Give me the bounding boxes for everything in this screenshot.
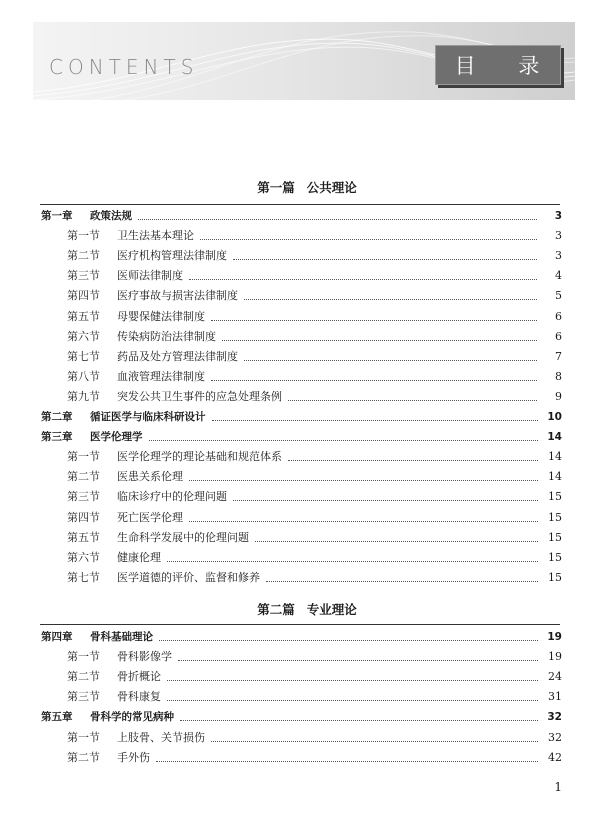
section-title: 医师法律制度 [117,267,187,285]
page-ref: 8 [538,368,562,386]
toc-section-entry[interactable] [0,729,614,747]
section-number: 第四节 [67,289,100,303]
page-ref: 3 [538,207,562,225]
section-number: 第五节 [67,530,100,544]
section-title: 血液管理法律制度 [117,368,209,386]
toc-section-entry[interactable] [0,549,614,567]
part-title: 专业理论 [306,602,357,617]
dot-leader [149,440,544,441]
section-number: 第六节 [67,329,100,343]
section-title: 生命科学发展中的伦理问题 [117,529,253,547]
dot-leader [200,239,551,240]
section-title: 母婴保健法律制度 [117,308,209,326]
section-number: 第六节 [67,550,100,564]
page-ref: 19 [538,628,562,646]
page-ref: 15 [538,549,562,567]
section-number: 第三节 [67,690,100,704]
chapter-title: 骨科基础理论 [90,628,157,646]
page-ref: 24 [538,668,562,686]
dot-leader [189,521,544,522]
page-ref: 6 [538,308,562,326]
section-number: 第九节 [67,389,100,403]
section-title: 骨科影像学 [117,648,176,666]
chapter-number: 第五章 [41,711,73,724]
section-title: 医疗机构管理法律制度 [117,247,231,265]
section-number: 第二节 [67,750,100,764]
section-title: 健康伦理 [117,549,165,567]
page-ref: 19 [538,648,562,666]
toc-section-entry[interactable] [0,227,614,245]
dot-leader [212,420,544,421]
section-title: 药品及处方管理法律制度 [117,348,242,366]
dot-leader [222,340,551,341]
dot-leader [159,640,544,641]
toc-section-entry[interactable] [0,648,614,666]
page-ref: 32 [538,729,562,747]
dot-leader [180,720,544,721]
dot-leader [167,561,544,562]
section-number: 第二节 [67,470,100,484]
page-ref: 14 [538,428,562,446]
chapter-number: 第四章 [41,631,73,643]
divider [40,204,560,205]
section-title: 医学道德的评价、监督和修养 [117,569,264,587]
page-ref: 10 [538,408,562,426]
page-ref: 15 [538,529,562,547]
section-title: 临床诊疗中的伦理问题 [117,488,231,506]
toc-section-entry[interactable] [0,569,614,587]
toc-chapter-entry[interactable] [0,708,614,726]
chapter-number: 第三章 [41,431,73,444]
toc-section-entry[interactable] [0,688,614,706]
toc-section-entry[interactable] [0,749,614,767]
dot-leader [138,219,551,220]
section-title: 医患关系伦理 [117,468,187,486]
page-ref: 15 [538,488,562,506]
dot-leader [288,460,544,461]
toc-section-entry[interactable] [0,348,614,366]
section-title: 死亡医学伦理 [117,509,187,527]
dot-leader [167,680,544,681]
toc-section-entry[interactable] [0,468,614,486]
part-title: 公共理论 [306,180,357,195]
section-number: 第一节 [67,450,100,464]
page-ref: 5 [538,287,562,305]
page-ref: 14 [538,448,562,466]
part-heading [0,178,614,196]
page-ref: 3 [538,227,562,245]
toc-section-entry[interactable] [0,488,614,506]
dot-leader [211,380,551,381]
toc-section-entry[interactable] [0,529,614,547]
dot-leader [266,581,544,582]
toc-section-entry[interactable] [0,308,614,326]
chapter-number: 第二章 [41,411,73,423]
dot-leader [288,400,551,401]
toc-section-entry[interactable] [0,509,614,527]
toc-chapter-entry[interactable] [0,207,614,225]
title-box [435,45,561,85]
chapter-title: 医学伦理学 [90,428,147,446]
section-number: 第二节 [67,670,100,684]
dot-leader [244,360,551,361]
section-number: 第一节 [67,229,100,243]
section-number: 第五节 [67,309,100,323]
dot-leader [255,541,544,542]
dot-leader [189,279,551,280]
page-ref: 42 [538,749,562,767]
chapter-title: 骨科学的常见病种 [90,708,178,726]
part-number: 第二篇 [257,602,295,617]
divider [40,624,560,625]
section-number: 第三节 [67,490,100,504]
dot-leader [233,259,551,260]
toc-chapter-entry[interactable] [0,408,614,426]
page-title: 目 录 [454,54,558,78]
part-heading [0,600,614,618]
section-number: 第一节 [67,730,100,744]
section-title: 手外伤 [117,749,154,767]
section-number: 第七节 [67,570,100,584]
page-ref: 32 [538,708,562,726]
page-ref: 15 [538,569,562,587]
section-number: 第八节 [67,369,100,383]
section-title: 卫生法基本理论 [117,227,198,245]
toc-section-entry[interactable] [0,388,614,406]
section-title: 突发公共卫生事件的应急处理条例 [117,388,286,406]
dot-leader [178,660,544,661]
toc-section-entry[interactable] [0,267,614,285]
toc-chapter-entry[interactable] [0,428,614,446]
toc-section-entry[interactable] [0,668,614,686]
part-number: 第一篇 [257,180,295,195]
toc-chapter-entry[interactable] [0,628,614,646]
section-title: 医学伦理学的理论基础和规范体系 [117,448,286,466]
dot-leader [211,741,544,742]
page-ref: 4 [538,267,562,285]
section-number: 第二节 [67,249,100,263]
header-banner [33,22,575,100]
section-number: 第三节 [67,269,100,283]
toc-section-entry[interactable] [0,328,614,346]
page-ref: 9 [538,388,562,406]
dot-leader [156,761,544,762]
page-ref: 3 [538,247,562,265]
section-number: 第四节 [67,510,100,524]
chapter-number: 第一章 [41,210,73,222]
section-number: 第七节 [67,349,100,363]
section-number: 第一节 [67,650,100,664]
dot-leader [167,700,544,701]
section-title: 骨科康复 [117,688,165,706]
page-ref: 15 [538,509,562,527]
page-ref: 7 [538,348,562,366]
page-ref: 31 [538,688,562,706]
section-title: 传染病防治法律制度 [117,328,220,346]
contents-label: CONTENTS [49,55,199,79]
toc-section-entry[interactable] [0,247,614,265]
dot-leader [244,299,551,300]
toc-section-entry[interactable] [0,368,614,386]
dot-leader [211,320,551,321]
chapter-title: 循证医学与临床科研设计 [90,408,210,426]
dot-leader [233,500,544,501]
section-title: 上肢骨、关节损伤 [117,729,209,747]
page-number: 1 [554,780,562,794]
toc-section-entry[interactable] [0,448,614,466]
page-ref: 14 [538,468,562,486]
toc-section-entry[interactable] [0,287,614,305]
dot-leader [189,480,544,481]
page-ref: 6 [538,328,562,346]
chapter-title: 政策法规 [90,207,136,225]
section-title: 骨折概论 [117,668,165,686]
section-title: 医疗事故与损害法律制度 [117,287,242,305]
